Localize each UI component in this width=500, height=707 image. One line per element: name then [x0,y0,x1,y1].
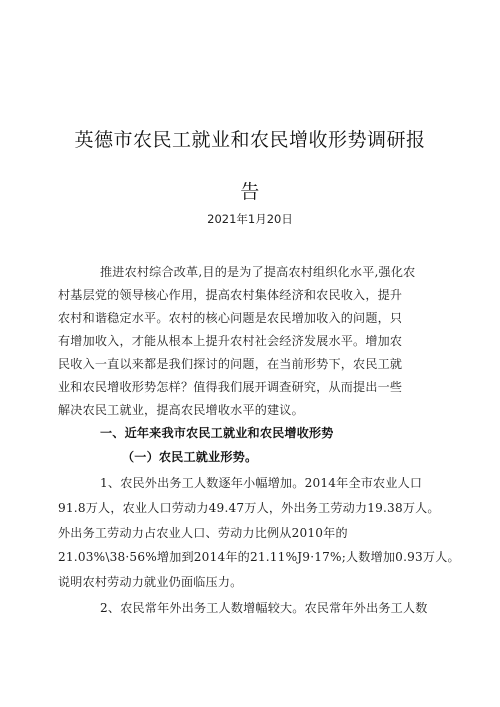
section-heading: 一、近年来我市农民工就业和农民增收形势 [100,426,334,440]
paragraph-line: 民收入一直以来都是我们探讨的问题，在当前形势下，农民工就 [58,357,403,371]
paragraph-line: 1、农民外出务工人数逐年小幅增加。2014年全市农业人口 [100,476,423,490]
paragraph-line: 说明农村劳动力就业仍面临压力。 [58,575,243,589]
document-date: 2021年1月20日 [207,212,293,226]
document-title-line-2: 告 [240,181,260,203]
paragraph-line: 解决农民工就业，提高农民增收水平的建议。 [58,403,304,417]
paragraph-line: 21.03%\38·56%增加到2014年的21.11%J9·17%;人数增加0.93万人。 [58,550,460,564]
paragraph-line: 推进农村综合改革,目的是为了提高农村组织化水平,强化农 [100,265,416,279]
document-title-line-1: 英德市农民工就业和农民增收形势调研报 [74,129,426,151]
paragraph-line: 外出务工劳动力占农业人口、劳动力比例从2010年的 [58,526,348,540]
paragraph-line: 2、农民常年外出务工人数增幅较大。农民常年外出务工人数 [100,601,428,615]
subsection-heading: （一）农民工就业形势。 [122,450,258,464]
paragraph-line: 农村和谐稳定水平。农村的核心问题是农民增加收入的问题，只 [58,311,403,325]
paragraph-line: 业和农民增收形势怎样？值得我们展开调查研究，从而提出一些 [58,380,403,394]
paragraph-line: 村基层党的领导核心作用，提高农村集体经济和农民收入，提升 [58,288,403,302]
paragraph-line: 有增加收入，才能从根本上提升农村社会经济发展水平。增加农 [58,334,403,348]
paragraph-line: 91.8万人，农业人口劳动力49.47万人，外出务工劳动力19.38万人。 [58,501,440,515]
